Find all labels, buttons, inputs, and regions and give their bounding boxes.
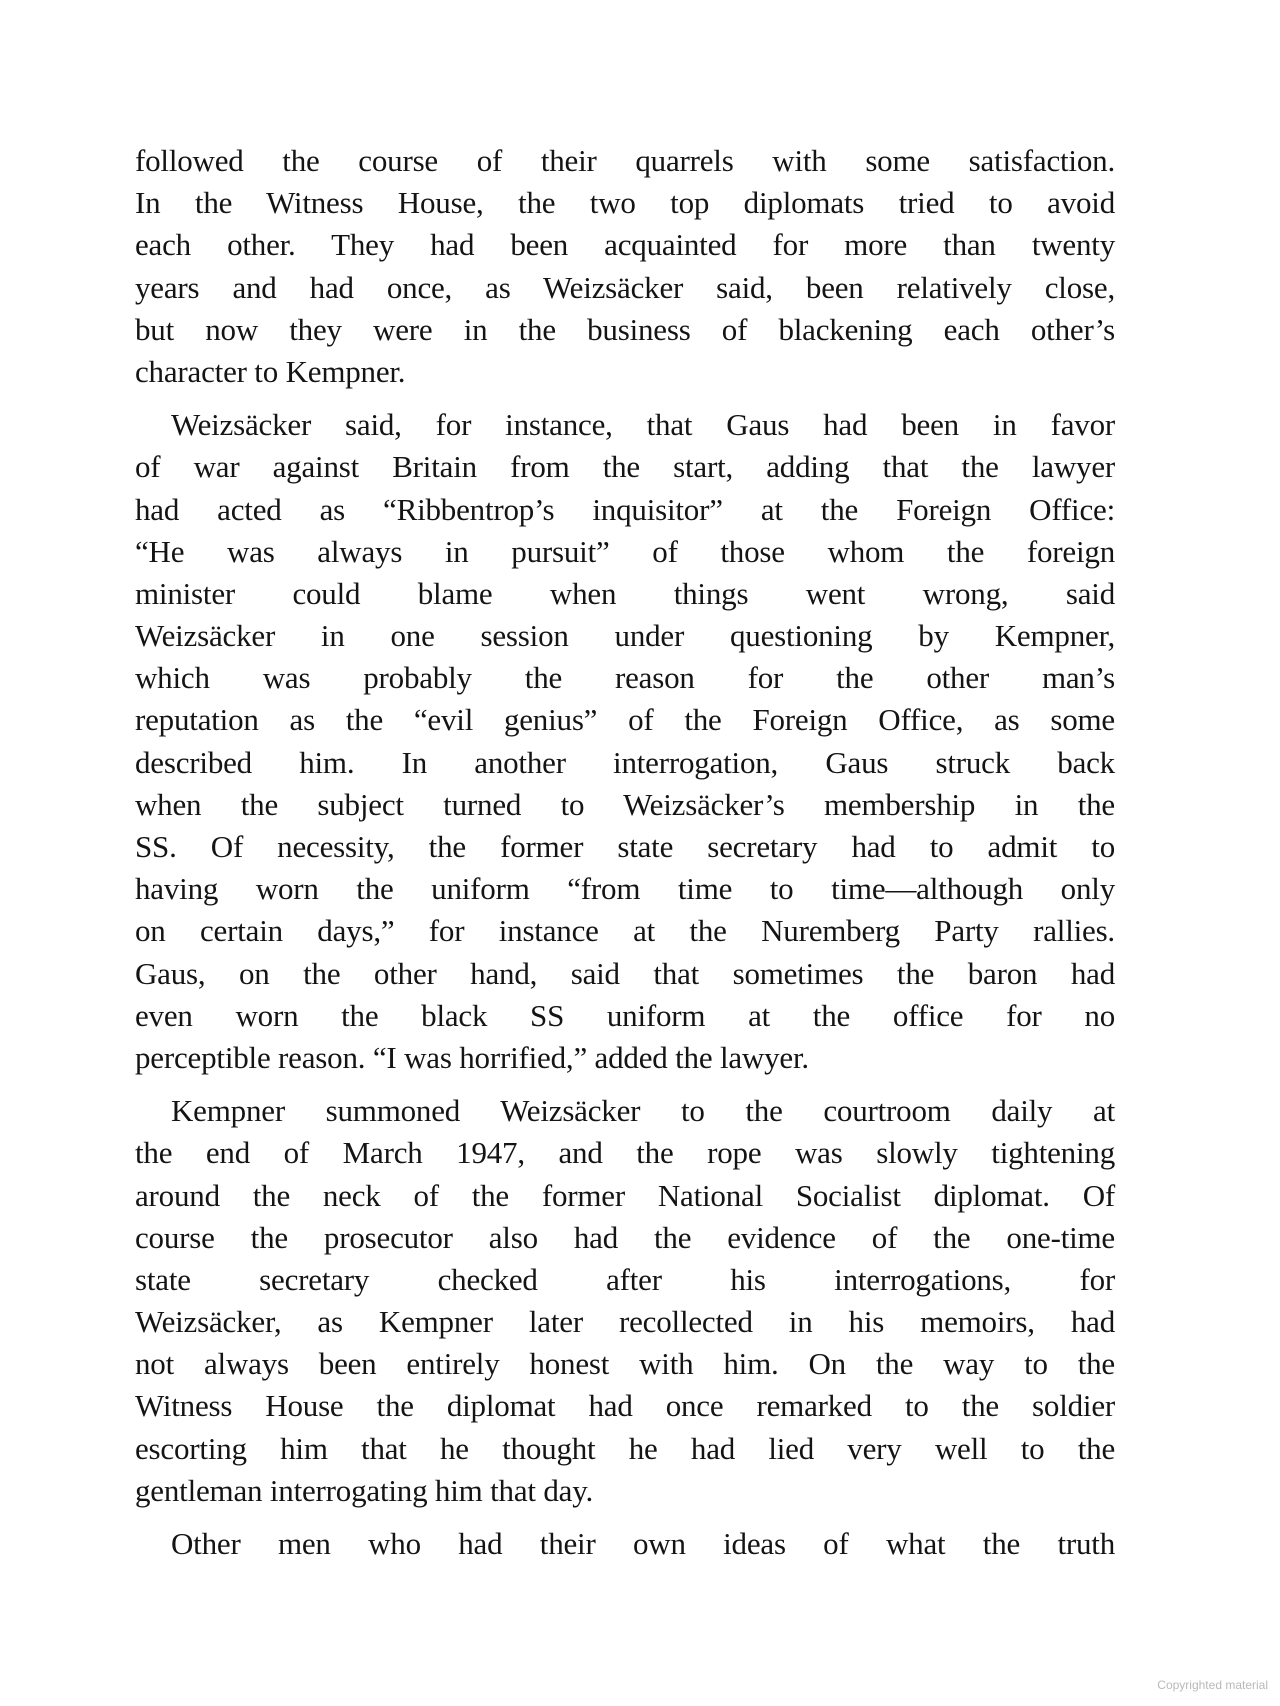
text-line: escorting him that he thought he had lied very well to the <box>135 1430 1115 1466</box>
text-line: around the neck of the former National Socialist diplomat. Of <box>135 1177 1115 1213</box>
text-line: years and had once, as Weizsäcker said, been relatively close, <box>135 269 1115 305</box>
text-line: followed the course of their quarrels with some satisfaction. <box>135 143 1115 178</box>
text-line: each other. They had been acquainted for more than twenty <box>135 227 1115 263</box>
text-line: even worn the black SS uniform at the office for no <box>135 997 1115 1033</box>
paragraph <box>135 404 1115 1079</box>
text-line: not always been entirely honest with him. On the way to the <box>135 1346 1115 1382</box>
text-line: of war against Britain from the start, adding that the lawyer <box>135 449 1115 485</box>
text-line: “He was always in pursuit” of those whom the foreign <box>135 533 1115 569</box>
text-line: Other men who had their own ideas of what the truth <box>171 1526 1115 1561</box>
paragraph <box>135 1523 1115 1565</box>
copyright-watermark: Copyrighted material <box>1157 1678 1268 1692</box>
text-line: Weizsäcker said, for instance, that Gaus had been in favor <box>171 407 1115 443</box>
text-line: on certain days,” for instance at the Nuremberg Party rallies. <box>135 913 1115 949</box>
paragraph <box>135 140 1115 393</box>
paragraph <box>135 1090 1115 1512</box>
text-line: which was probably the reason for the other man’s <box>135 660 1115 696</box>
text-line: Gaus, on the other hand, said that sometimes the baron had <box>135 955 1115 991</box>
book-page <box>135 140 1115 1576</box>
text-line: Witness House the diplomat had once remarked to the soldier <box>135 1388 1115 1424</box>
text-line: perceptible reason. “I was horrified,” added the lawyer. <box>135 1039 809 1075</box>
text-line: had acted as “Ribbentrop’s inquisitor” at the Foreign Office: <box>135 491 1115 527</box>
text-line: but now they were in the business of blackening each other’s <box>135 311 1115 347</box>
text-line: Kempner summoned Weizsäcker to the courtroom daily at <box>171 1093 1115 1129</box>
text-line: minister could blame when things went wrong, said <box>135 575 1115 611</box>
text-line: state secretary checked after his interrogations, for <box>135 1261 1115 1297</box>
text-line: gentleman interrogating him that day. <box>135 1472 594 1508</box>
text-line: Weizsäcker, as Kempner later recollected in his memoirs, had <box>135 1304 1115 1340</box>
text-line: when the subject turned to Weizsäcker’s membership in the <box>135 786 1115 822</box>
text-line: described him. In another interrogation, Gaus struck back <box>135 744 1115 780</box>
text-line: SS. Of necessity, the former state secretary had to admit to <box>135 829 1115 864</box>
page-body-text <box>135 140 1115 1565</box>
text-line: In the Witness House, the two top diplomats tried to avoid <box>135 185 1115 221</box>
text-line: reputation as the “evil genius” of the Foreign Office, as some <box>135 702 1115 738</box>
text-line: character to Kempner. <box>135 353 406 389</box>
text-line: the end of March 1947, and the rope was slowly tightening <box>135 1135 1115 1171</box>
text-line: course the prosecutor also had the evidence of the one-time <box>135 1219 1115 1255</box>
text-line: having worn the uniform “from time to time—although only <box>135 871 1115 907</box>
text-line: Weizsäcker in one session under questioning by Kempner, <box>135 618 1115 654</box>
